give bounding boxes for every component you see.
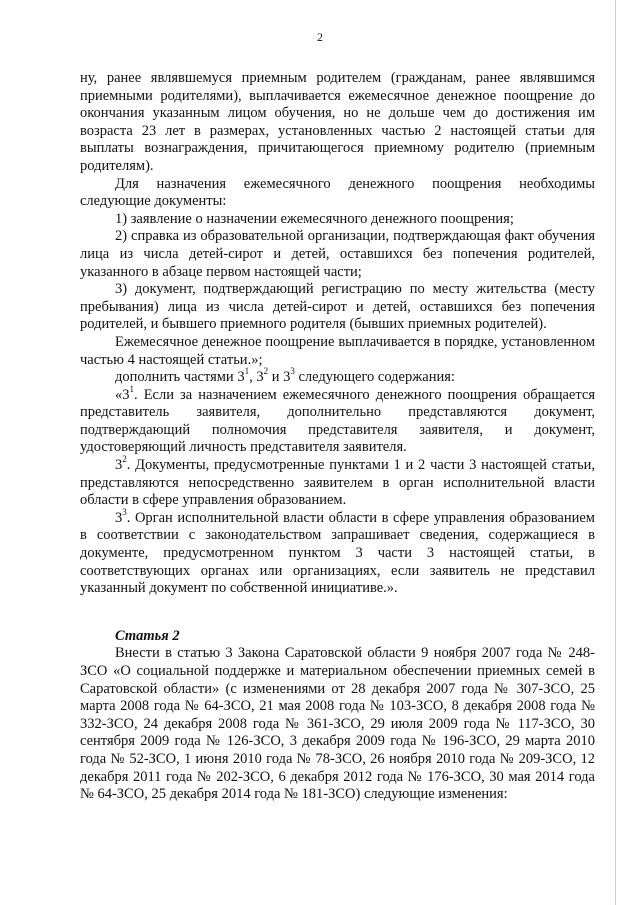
paragraph-documents-intro: Для назначения ежемесячного денежного поощрения необходимы следующие документы: (80, 175, 595, 210)
paragraph-part-3-1 (80, 383, 595, 457)
paragraph-payment-order: Ежемесячное денежное поощрение выплачивается в порядке, установленном частью 4 настоящей статьи.»; (80, 333, 595, 368)
part-3-1-text: . Если за назначением ежемесячного денежного поощрения обращается представитель заявителя, дополнительно представляются документ, подтверждающий полномочия представителя заявителя, и документ, удостоверяющий личность представителя заявителя. (80, 386, 595, 456)
part-3-2-sup: 2 (122, 454, 127, 465)
page-edge-line (615, 0, 616, 905)
paragraph-continuation: ну, ранее являвшемуся приемным родителем (гражданам, ранее являвшимся приемными родителями), выплачивается ежемесячное денежное поощрение до окончания указанным лицом обучения, но не дольше чем до достижения им возраста 23 лет в размерах, установленных частью 2 настоящей статьи для выплаты вознаграждения, причитающегося приемному родителю (приемным родителям). (80, 70, 595, 174)
part-3-2-lead: 3 (115, 457, 123, 474)
article-heading: Статья 2 (115, 627, 180, 644)
list-item-2: 2) справка из образовательной организации, подтверждающая факт обучения лица из числа детей-сирот и детей, оставшихся без попечения родителей, указанного в абзаце первом настоящей части; (80, 228, 595, 280)
part-3-3-sup: 3 (122, 507, 127, 518)
part-3-1-sup: 1 (129, 383, 134, 394)
paragraph-part-3-3 (80, 507, 595, 598)
part-3-3-lead: 3 (115, 509, 123, 526)
amend-prefix: дополнить частями 3 (115, 369, 245, 386)
article-body: Внести в статью 3 Закона Саратовской области 9 ноября 2007 года № 248-ЗСО «О социальной поддержке и материальном обеспечении приемных семей в Саратовской области» (с изменениями от 28 декабря 2007 года № 307-ЗСО, 25 марта 2008 года № 64-ЗСО, 21 мая 2008 года № 103-ЗСО, 8 декабря 2008 года № 332-ЗСО, 24 декабря 2008 года № 361-ЗСО, 29 июля 2009 года № 117-ЗСО, 30 сентября 2009 года № 126-ЗСО, 3 декабря 2009 года № 196-ЗСО, 29 марта 2010 года № 52-ЗСО, 1 июня 2010 года № 78-ЗСО, 26 ноября 2010 года № 209-ЗСО, 12 декабря 2011 года № 202-ЗСО, 6 декабря 2012 года № 176-ЗСО, 30 мая 2014 года № 64-ЗСО, 25 декабря 2014 года № 181-ЗСО) следующие изменения: (80, 645, 595, 803)
amend-sep-1: , 3 (249, 369, 264, 386)
amend-suffix: следующего содержания: (294, 369, 455, 386)
amend-sup-1: 1 (244, 366, 250, 377)
list-item-1: 1) заявление о назначении ежемесячного денежного поощрения; (115, 210, 514, 227)
amend-sup-3: 3 (290, 366, 295, 377)
part-3-2-text: . Документы, предусмотренные пунктами 1 и 2 части 3 настоящей статьи, представляются непосредственно заявителем в орган исполнительной власти области в сфере управления образованием. (80, 457, 595, 509)
list-item-3: 3) документ, подтверждающий регистрацию по месту жительства (месту пребывания) лица из числа детей-сирот и детей, оставшихся без попечения родителей, и бывшего приемного родителя (бывших приемных родителей). (80, 281, 595, 333)
amend-sep-2: и 3 (268, 369, 291, 386)
paragraph-part-3-2 (80, 454, 595, 510)
document-body (80, 70, 595, 804)
amend-sup-2: 2 (263, 366, 269, 377)
paragraph-amendment-intro (80, 366, 595, 387)
page-number: 2 (317, 30, 323, 44)
part-3-3-text: . Орган исполнительной власти области в сфере управления образованием в соответствии с законодательством запрашивает сведения, содержащиеся в документе, предусмотренном пунктом 3 части 3 настоящей статьи, в соответствующих органах или организациях, если заявитель не представил указанный документ по собственной инициативе.». (80, 509, 595, 597)
part-3-1-lead: «3 (115, 386, 130, 403)
